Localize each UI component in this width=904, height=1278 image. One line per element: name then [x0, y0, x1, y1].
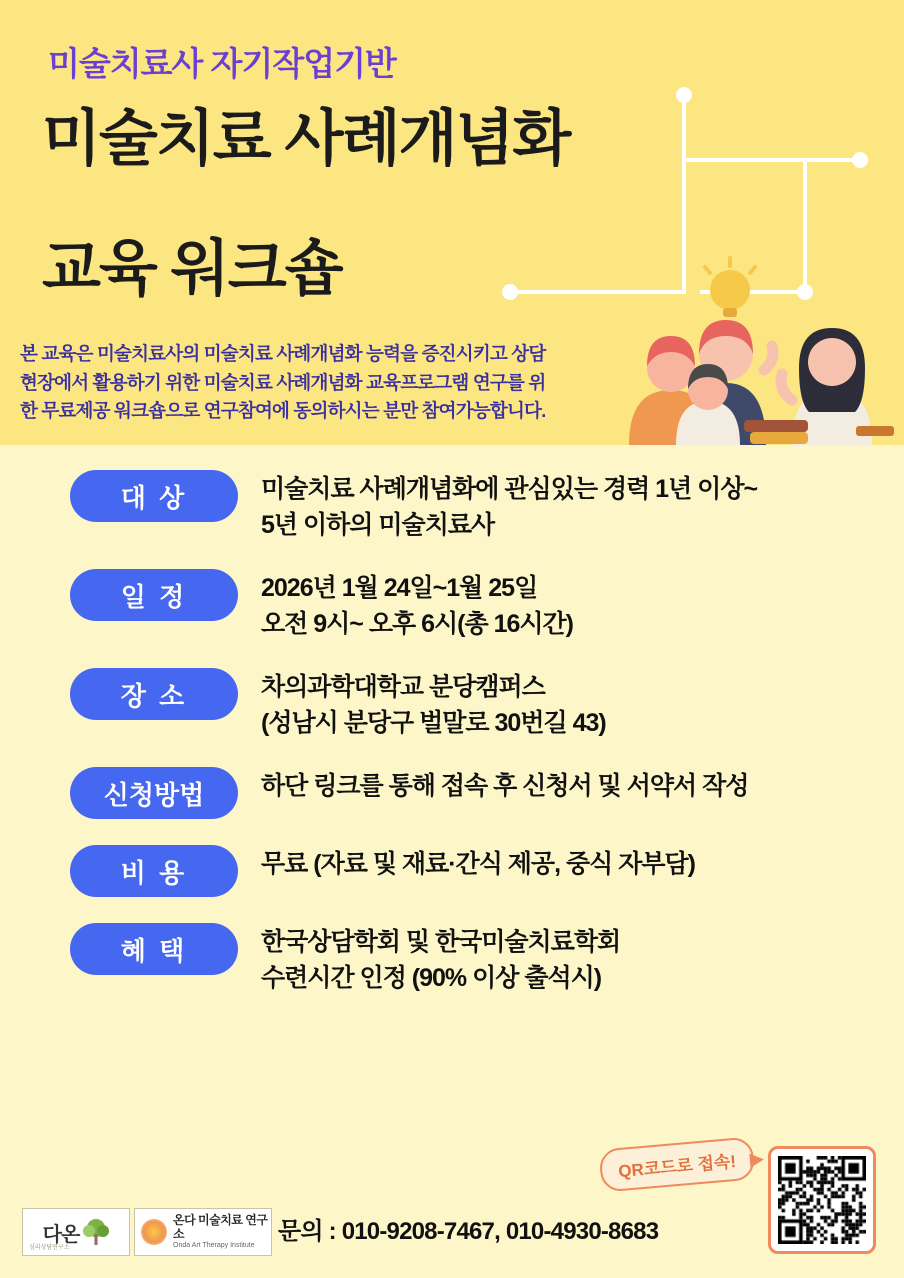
info-value-schedule-line2: 오전 9시~ 오후 6시(총 16시간)	[261, 609, 573, 638]
info-label-schedule: 일 정	[70, 569, 238, 621]
info-label-application: 신청방법	[70, 767, 238, 819]
info-value-application	[261, 767, 748, 805]
poster-title-line1: 미술치료 사례개념화	[42, 104, 570, 172]
info-value-benefits-line2: 수련시간 인정 (90% 이상 출석시)	[261, 963, 602, 992]
qr-callout-bubble: QR코드로 접속!	[598, 1136, 755, 1192]
logo-onda-en: Onda Art Therapy Institute	[173, 1241, 255, 1249]
poster-title-line2: 교육 워크숍	[42, 234, 342, 302]
poster-header	[0, 0, 904, 445]
info-value-location-line2: (성남시 분당구 벌말로 30번길 43)	[261, 708, 606, 737]
tree-icon	[83, 1217, 109, 1247]
intro-line-1: 본 교육은 미술치료사의 미술치료 사례개념화 능력을 증진시키고 상담	[20, 343, 546, 364]
info-value-target-line1: 미술치료 사례개념화에 관심있는 경력 1년 이상~	[261, 475, 758, 503]
info-value-schedule-line1: 2026년 1월 24일~1월 25일	[261, 574, 538, 602]
info-label-location: 장 소	[70, 668, 238, 720]
info-value-schedule	[261, 569, 573, 642]
logo-onda-kr: 온다 미술치료 연구소	[173, 1213, 268, 1241]
info-row-benefits	[0, 923, 904, 996]
info-label-benefits: 혜 택	[70, 923, 238, 975]
info-rows	[0, 470, 904, 1022]
people-illustration	[624, 250, 894, 445]
info-label-cost: 비 용	[70, 845, 238, 897]
info-value-cost-line1: 무료 (자료 및 재료·간식 제공, 중식 자부담)	[261, 850, 695, 878]
info-value-application-line1: 하단 링크를 통해 접속 후 신청서 및 서약서 작성	[261, 772, 749, 800]
sun-icon	[141, 1219, 167, 1245]
intro-line-3: 한 무료제공 워크숍으로 연구참여에 동의하시는 분만 참여가능합니다.	[20, 400, 546, 422]
info-row-application	[0, 767, 904, 819]
info-value-target-line2: 5년 이하의 미술치료사	[261, 510, 495, 539]
logo-daon-text: 다온	[42, 1223, 80, 1246]
info-row-location	[0, 668, 904, 741]
logo-onda-texts	[173, 1214, 271, 1250]
info-row-target	[0, 470, 904, 543]
logo-daon-subtext: 심리상담연구소	[29, 1245, 70, 1251]
logo-onda	[134, 1208, 272, 1256]
info-value-cost	[261, 845, 695, 883]
info-value-benefits-line1: 한국상담학회 및 한국미술치료학회	[261, 928, 621, 956]
contact-info: 문의 : 010-9208-7467, 010-4930-8683	[278, 1218, 659, 1245]
info-row-schedule	[0, 569, 904, 642]
qr-code[interactable]	[768, 1146, 876, 1254]
info-value-benefits	[261, 923, 620, 996]
lightbulb-icon	[705, 258, 755, 317]
info-row-cost	[0, 845, 904, 897]
info-value-location	[261, 668, 606, 741]
info-label-target: 대 상	[70, 470, 238, 522]
poster-kicker: 미술치료사 자기작업기반	[48, 45, 396, 82]
info-value-location-line1: 차의과학대학교 분당캠퍼스	[261, 673, 545, 701]
qr-code-canvas	[778, 1156, 866, 1244]
poster-intro	[20, 340, 620, 426]
info-value-target	[261, 470, 757, 543]
logo-daon	[22, 1208, 130, 1256]
intro-line-2: 현장에서 활용하기 위한 미술치료 사례개념화 교육프로그램 연구를 위	[20, 371, 546, 393]
